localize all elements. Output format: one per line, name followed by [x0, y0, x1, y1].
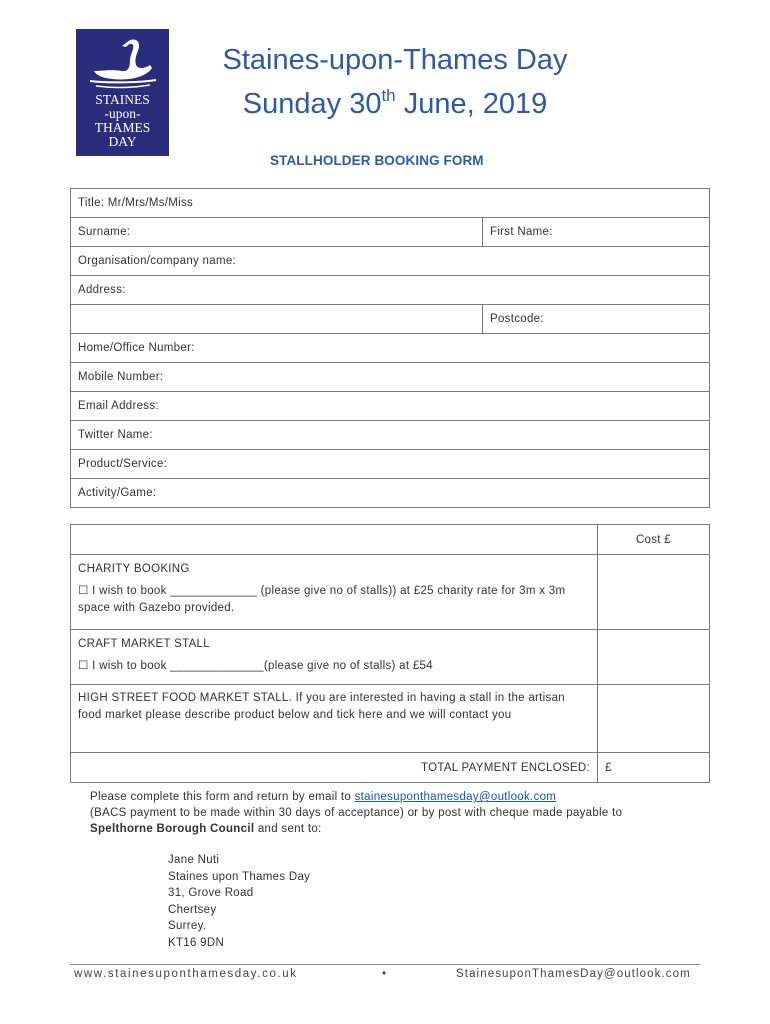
booking-table — [70, 524, 710, 783]
charity-booking-cell — [71, 555, 598, 630]
instructions-line-2: (BACS payment to be made within 30 days of acceptance) or by post with cheque made payable to — [90, 807, 623, 819]
postal-address — [168, 852, 310, 951]
address-org: Staines upon Thames Day — [168, 870, 311, 883]
charity-text: I wish to book _____________ (please give no of stalls)) at £25 charity rate for 3m x 3m space with Gazebo provided. — [78, 585, 566, 614]
page-title — [190, 38, 600, 126]
activity-field[interactable]: Activity/Game: — [71, 479, 710, 508]
logo-line: -upon- — [104, 106, 141, 121]
craft-market-cell — [71, 630, 598, 685]
mobile-field[interactable]: Mobile Number: — [71, 363, 710, 392]
logo-line: THAMES — [94, 120, 151, 135]
address-postcode: KT16 9DN — [168, 936, 225, 949]
footer-divider — [70, 964, 700, 965]
instructions-line-1 — [90, 789, 710, 805]
craft-checkbox[interactable]: ☐ — [78, 660, 89, 672]
form-heading: STALLHOLDER BOOKING FORM — [270, 153, 484, 168]
title-field[interactable]: Title: Mr/Mrs/Ms/Miss — [71, 189, 710, 218]
title-ordinal: th — [381, 86, 396, 105]
charity-title: CHARITY BOOKING — [78, 563, 190, 575]
twitter-field[interactable]: Twitter Name: — [71, 421, 710, 450]
charity-option — [78, 583, 590, 617]
address-town: Chertsey — [168, 903, 217, 916]
food-cost-field[interactable] — [598, 685, 710, 753]
footer-email: StainesuponThamesDay@outlook.com — [456, 968, 691, 980]
title-date: Sunday 30 — [242, 88, 382, 120]
logo-text — [76, 93, 169, 149]
logo — [76, 29, 169, 156]
details-table — [70, 188, 710, 508]
address-street: 31, Grove Road — [168, 887, 254, 899]
swan-icon — [82, 35, 163, 91]
logo-line: DAY — [108, 134, 137, 149]
logo-line: STAINES — [95, 92, 150, 107]
craft-cost-field[interactable] — [598, 630, 710, 685]
payee-name: Spelthorne Borough Council — [90, 823, 255, 835]
address-county: Surrey. — [168, 920, 207, 932]
surname-field[interactable]: Surname: — [71, 218, 483, 247]
product-field[interactable]: Product/Service: — [71, 450, 710, 479]
email-link[interactable]: stainesuponthamesday@outlook.com — [354, 791, 557, 803]
footer-website: www.stainesuponthamesday.co.uk — [74, 968, 298, 980]
craft-text: I wish to book ______________(please give no of stalls) at £54 — [88, 660, 433, 672]
postcode-field[interactable]: Postcode: — [483, 305, 710, 334]
instructions-line-3 — [90, 821, 710, 837]
email-field[interactable]: Email Address: — [71, 392, 710, 421]
craft-title: CRAFT MARKET STALL — [78, 638, 210, 650]
address-name: Jane Nuti — [168, 854, 220, 866]
total-payment-field[interactable]: £ — [598, 753, 710, 783]
first-name-field[interactable]: First Name: — [483, 218, 710, 247]
home-office-field[interactable]: Home/Office Number: — [71, 334, 710, 363]
cost-header: Cost £ — [598, 525, 710, 555]
title-line-2 — [190, 82, 600, 126]
food-market-text: HIGH STREET FOOD MARKET STALL. If you are interested in having a stall in the artisan food market please describe product below and tick here and we will contact you — [78, 692, 565, 721]
charity-cost-field[interactable] — [598, 555, 710, 630]
instructions-text: Please complete this form and return by email to — [90, 791, 355, 803]
title-line-1: Staines-upon-Thames Day — [222, 44, 568, 76]
total-label: TOTAL PAYMENT ENCLOSED: — [71, 753, 598, 783]
booking-header-blank — [71, 525, 598, 555]
title-month-year: June, 2019 — [395, 88, 548, 120]
food-market-cell — [71, 685, 598, 753]
instructions-sent-to: and sent to: — [254, 823, 322, 835]
charity-checkbox[interactable]: ☐ — [78, 585, 89, 597]
address-continued-field[interactable] — [71, 305, 483, 334]
organisation-field[interactable]: Organisation/company name: — [71, 247, 710, 276]
instructions — [90, 789, 710, 837]
craft-option — [78, 658, 590, 675]
footer-bullet: • — [382, 968, 387, 980]
address-field[interactable]: Address: — [71, 276, 710, 305]
